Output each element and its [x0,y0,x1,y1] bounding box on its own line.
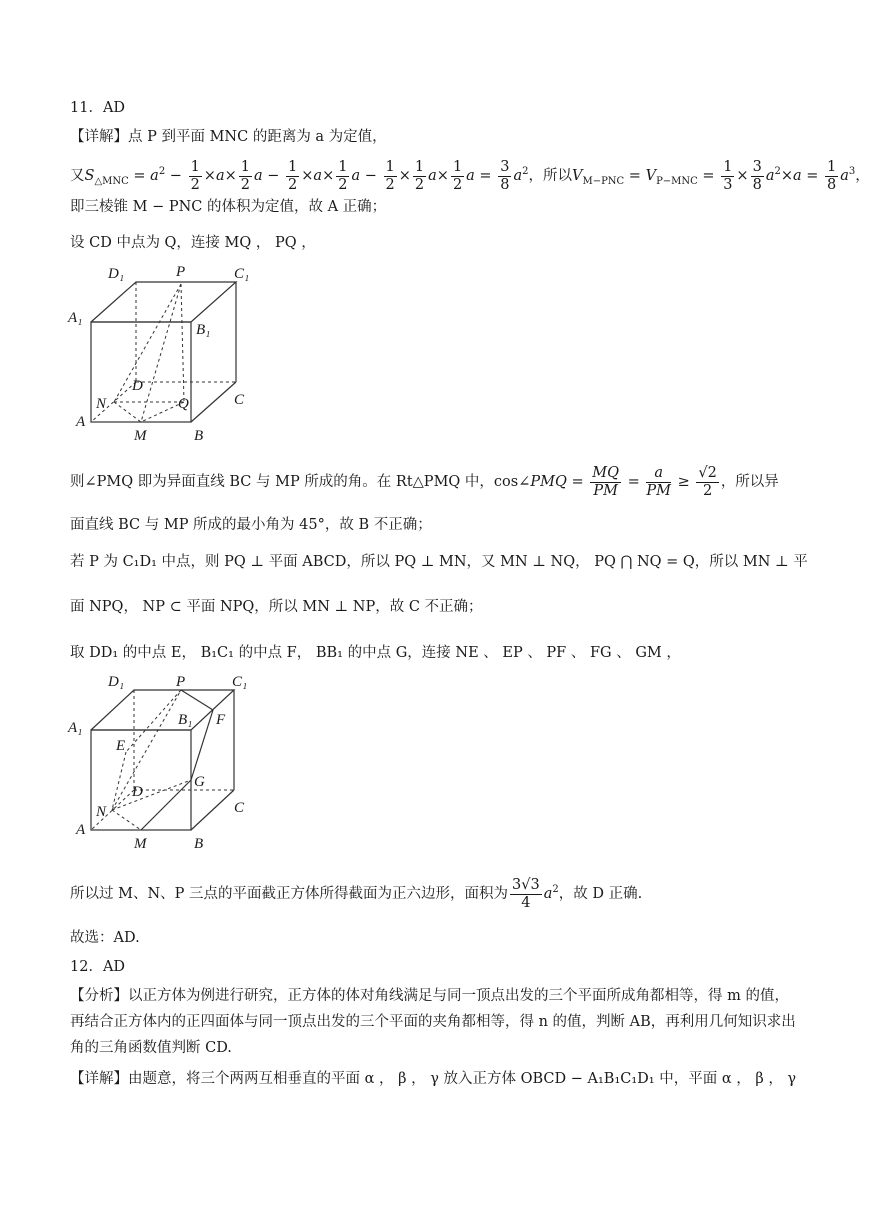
fig1-label-b: B [194,428,204,444]
q11-d-line-1: 取 DD₁ 的中点 E， B₁C₁ 的中点 F， BB₁ 的中点 G，连接 NE 、 EP 、 PF 、 FG 、 GM ， [70,645,681,661]
fig2-label-d: D [132,784,143,800]
fig2-label-m: M [134,836,147,852]
cube-figure-1 [66,262,256,452]
fig1-label-d1: D₁ [108,266,125,282]
fig1-label-a1: A₁ [68,310,83,326]
q11-tetra-line: 即三棱锥 M − PNC 的体积为定值，故 A 正确； [70,199,387,215]
fig2-label-b1: B₁ [178,712,193,728]
q11-hex-area-line: 所以过 M、N、P 三点的平面截正方体所得截面为正六边形，面积为 $\frac{3√3}{4}$ $a^2$，故 D 正确. [70,876,643,911]
area-lead-text: 又 [70,168,85,184]
cube-figure-2 [66,672,256,860]
fig2-label-c1: C₁ [232,674,248,690]
fig2-label-n: N [96,804,107,820]
fig1-label-m: M [134,428,147,444]
fig1-label-n: N [96,396,107,412]
fig2-label-f: F [216,712,226,728]
fig2-label-g: G [194,774,205,790]
q12-detail-line: 【详解】由题意，将三个两两互相垂直的平面 α ， β ， γ 放入正方体 OBCD − A₁B₁C₁D₁ 中，平面 α ， β ， γ [70,1071,797,1087]
question-12-number: 12．AD [70,959,126,975]
fig1-label-d: D [132,378,143,394]
fig2-label-a1: A₁ [68,720,83,736]
hex-lead-text: 所以过 M、N、P 三点的平面截正方体所得截面为正六边形，面积为 [70,886,509,902]
q11-cos-line: 则∠PMQ 即为异面直线 BC 与 MP 所成的角。在 Rt△PMQ 中，cos∠PMQ = $\frac{MQ}{PM}$ = $\frac{a}{PM}$ ≥ $\frac{√2}{2}$ ，所以异 [70,464,779,499]
q11-set-q-line: 设 CD 中点为 Q，连接 MQ ， PQ ， [70,235,316,251]
hex-tail-text: ，故 D 正确. [558,886,643,902]
question-11-number: 11．AD [70,100,126,116]
fig1-label-a: A [76,414,86,430]
fig1-label-c1: C₁ [234,266,250,282]
q11-c-line-1: 若 P 为 C₁D₁ 中点，则 PQ ⊥ 平面 ABCD，所以 PQ ⊥ MN，又 MN ⊥ NQ， PQ ⋂ NQ = Q，所以 MN ⊥ 平 [70,554,808,570]
fig1-label-c: C [234,392,245,408]
q11-choice: 故选：AD. [70,930,140,946]
fig1-label-q: Q [178,396,189,412]
fig2-label-c: C [234,800,245,816]
angle-lead-text: 则∠PMQ 即为异面直线 BC 与 MP 所成的角。在 Rt△PMQ 中， [70,474,494,490]
q11-angle-line-2: 面直线 BC 与 MP 所成的最小角为 45°，故 B 不正确； [70,517,432,533]
fig2-label-a: A [76,822,86,838]
q12-analysis: 【分析】以正方体为例进行研究，正方体的体对角线满足与同一顶点出发的三个平面所成角都相等，得 m 的值，再结合正方体内的正四面体与同一顶点出发的三个平面的夹角都相等，得 n 的值，判断 AB，再利用几何知识求出角的三角函数值判断 CD. [70,988,796,1056]
q11-detail-line: 【详解】点 P 到平面 MNC 的距离为 a 为定值， [70,129,387,145]
fig2-label-p: P [176,674,186,690]
q11-area-formula-line: 又$S_{\triangle MNC} = a^2$ − $\frac{1}{2}$ ×a× $\frac{1}{2}$ a − $\frac{1}{2}$ ×a× $\frac{1}{2}$ a − $\frac{1}{2}$ × $\frac{1}{2}$ a× $\frac{1}{2}$ a = $\frac{3}{8}$ $a^2$，所以$V_{M-PNC} = V_{P-MNC}$ = $\frac{1}{3}$ × $\frac{3}{8}$ $a^2\times a$ = $\frac{1}{8}$ $a^3$， [70,158,870,193]
fig2-label-e: E [116,738,126,754]
q11-c-line-2: 面 NPQ， NP ⊂ 平面 NPQ，所以 MN ⊥ NP，故 C 不正确； [70,599,483,615]
fig2-label-d1: D₁ [108,674,125,690]
angle-tail-text: ，所以异 [720,474,779,490]
volume-tail-text: ， [855,168,870,184]
area-tail-text: ，所以 [528,168,572,184]
fig1-label-b1: B₁ [196,322,211,338]
fig1-label-p: P [176,264,186,280]
fig2-label-b: B [194,836,204,852]
